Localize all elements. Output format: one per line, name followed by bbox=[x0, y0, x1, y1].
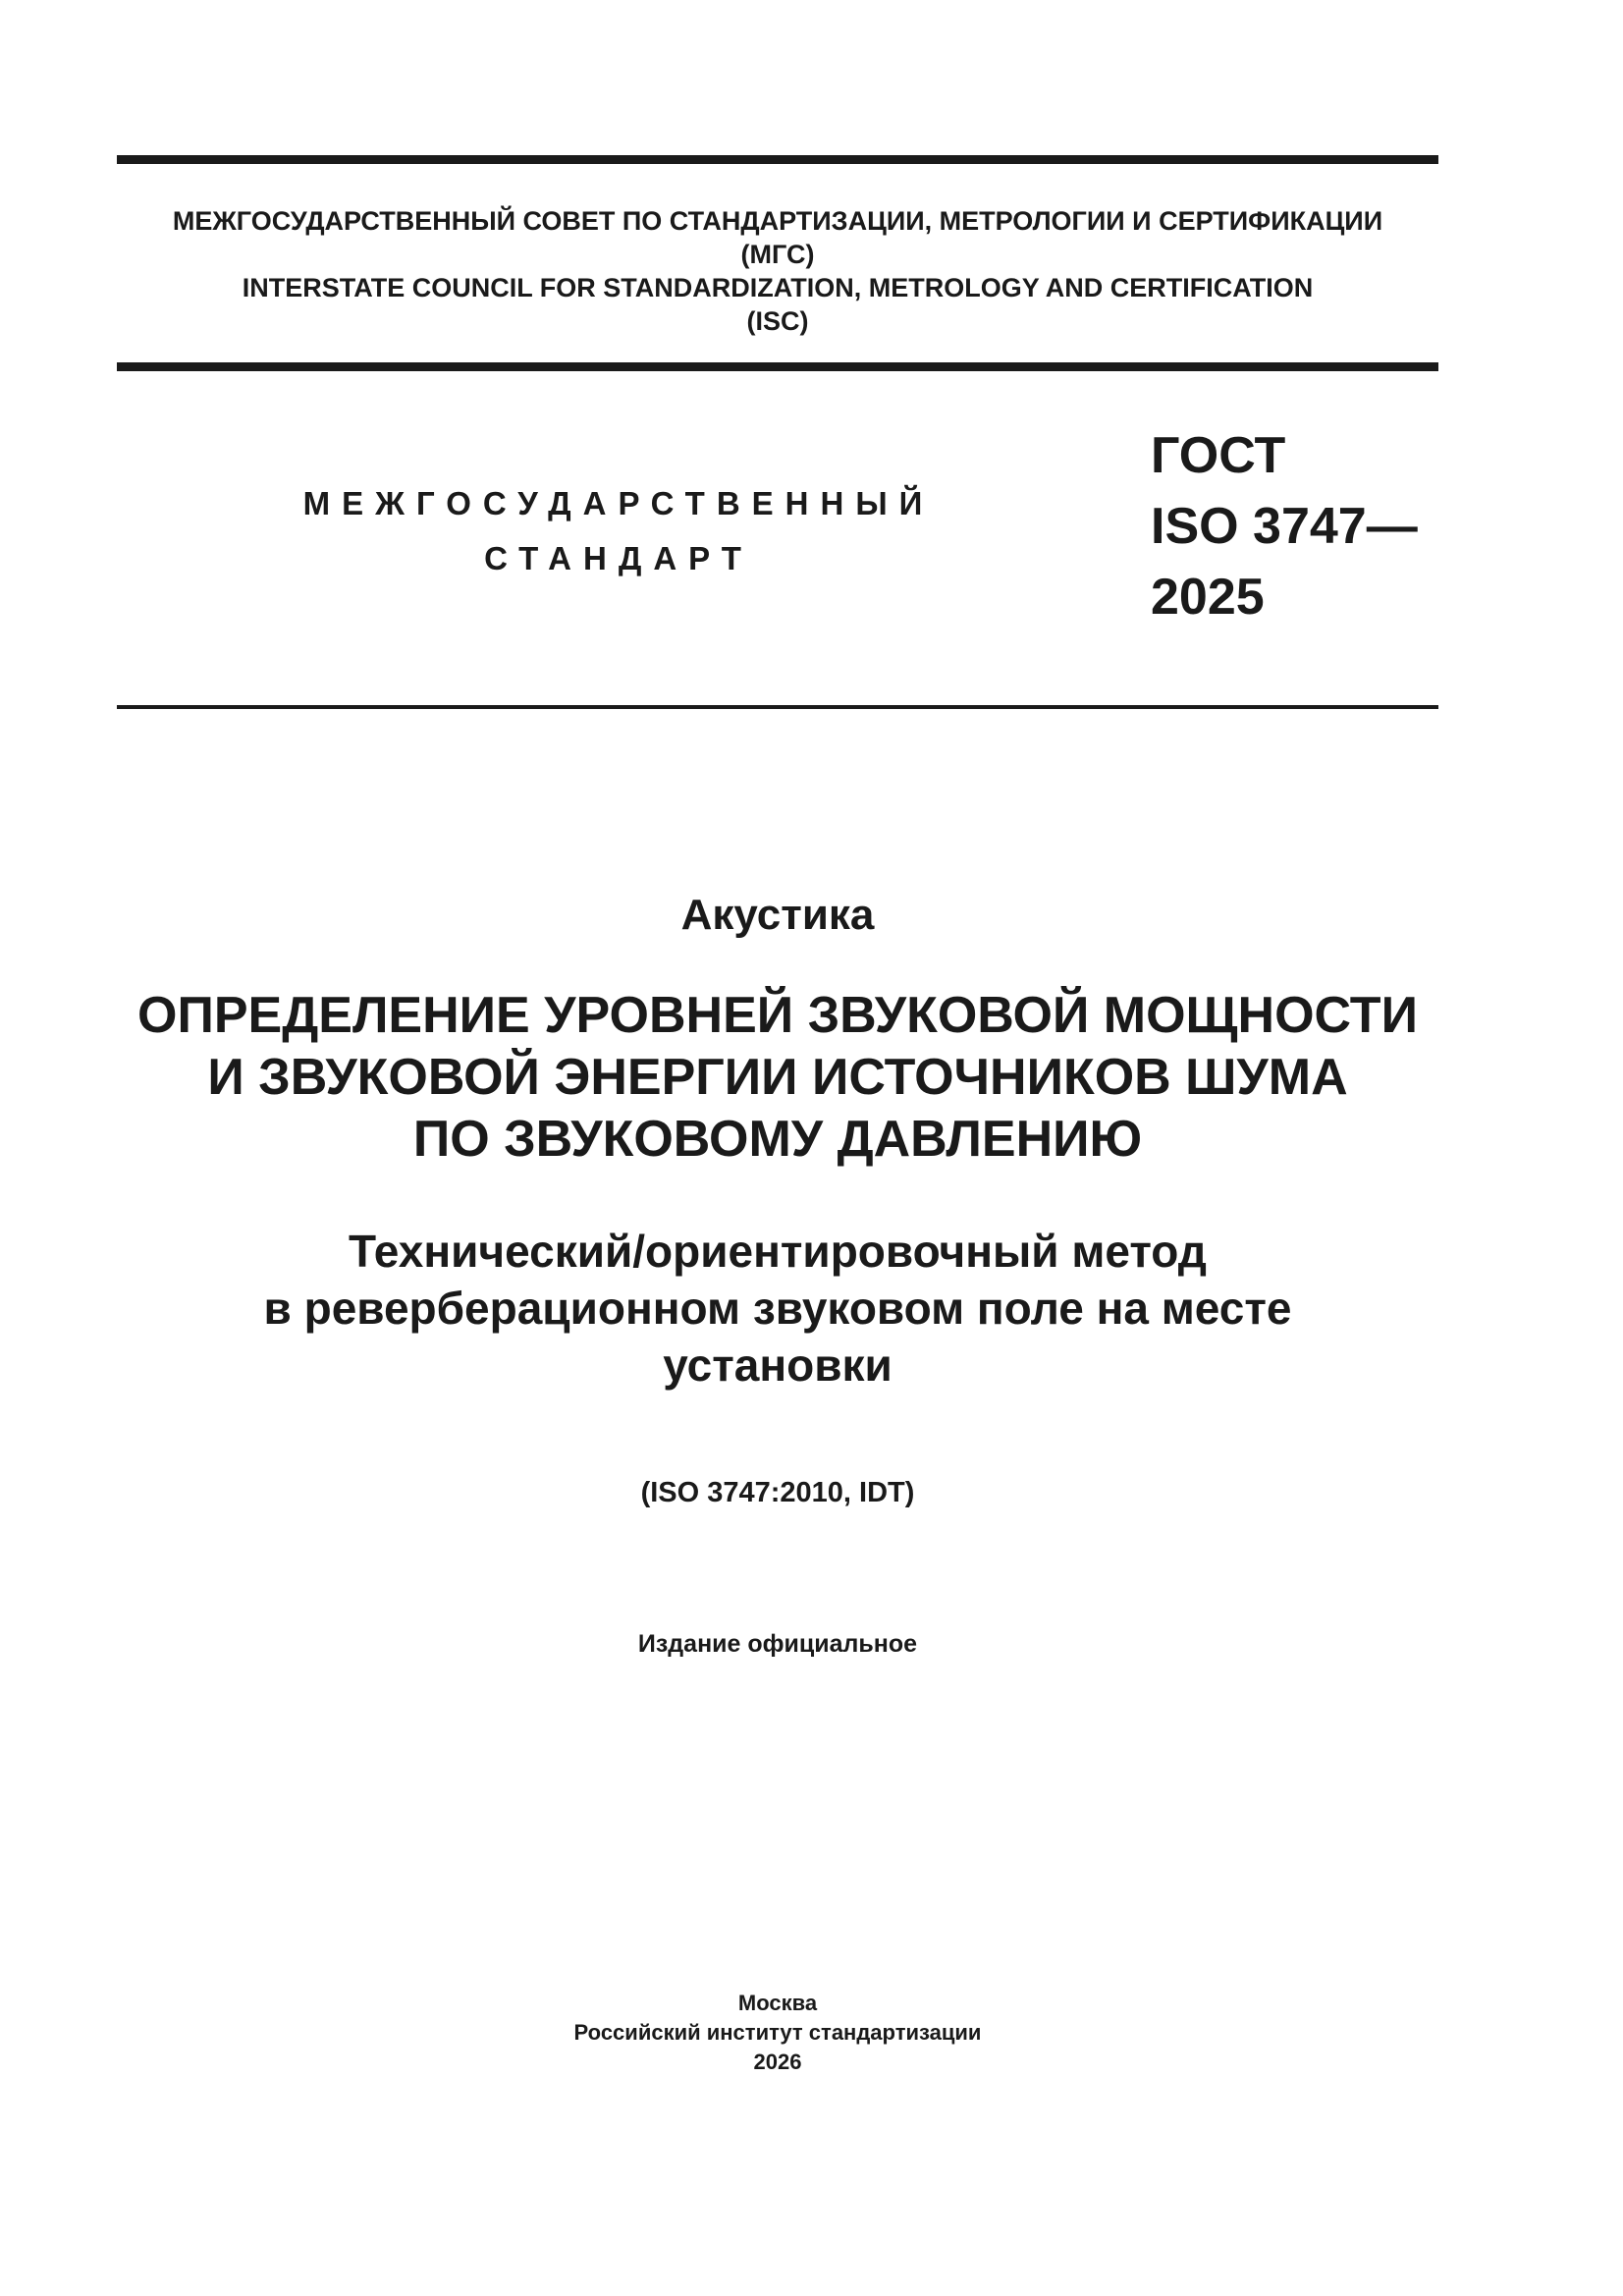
subtitle-line-3: установки bbox=[663, 1339, 893, 1391]
subtitle-line-2: в реверберационном звуковом поле на месте bbox=[263, 1283, 1292, 1334]
top-rule bbox=[117, 155, 1438, 164]
title-line-2: И ЗВУКОВОЙ ЭНЕРГИИ ИСТОЧНИКОВ ШУМА bbox=[207, 1049, 1348, 1106]
publisher-city: Москва bbox=[737, 1991, 818, 2015]
council-name-ru: МЕЖГОСУДАРСТВЕННЫЙ СОВЕТ ПО СТАНДАРТИЗАЦИИ, МЕТРОЛОГИИ И СЕРТИФИКАЦИИ bbox=[172, 206, 1383, 236]
designation-line-1: ГОСТ bbox=[1151, 427, 1286, 484]
council-abbr-en: (ISC) bbox=[746, 306, 809, 336]
header-bottom-rule bbox=[117, 362, 1438, 371]
designation-line-3: 2025 bbox=[1151, 569, 1265, 626]
topic-heading: Акустика bbox=[680, 891, 875, 939]
document-title bbox=[117, 985, 1438, 1171]
council-abbr-ru: (МГС) bbox=[740, 240, 815, 269]
iso-reference: (ISO 3747:2010, IDT) bbox=[640, 1477, 915, 1508]
standard-type bbox=[295, 476, 943, 586]
standard-type-line-1: МЕЖГОСУДАРСТВЕННЫЙ bbox=[302, 485, 935, 521]
subtitle-line-1: Технический/ориентировочный метод bbox=[349, 1226, 1207, 1277]
title-line-1: ОПРЕДЕЛЕНИЕ УРОВНЕЙ ЗВУКОВОЙ МОЩНОСТИ bbox=[137, 987, 1418, 1044]
document-subtitle bbox=[117, 1223, 1438, 1394]
publisher-block bbox=[117, 1989, 1438, 2077]
publisher-name: Российский институт стандартизации bbox=[573, 2020, 982, 2045]
edition-label: Издание официальное bbox=[637, 1630, 918, 1658]
council-name-en: INTERSTATE COUNCIL FOR STANDARDIZATION, METROLOGY AND CERTIFICATION bbox=[242, 273, 1314, 302]
designation-rule bbox=[117, 705, 1438, 709]
title-line-3: ПО ЗВУКОВОМУ ДАВЛЕНИЮ bbox=[412, 1111, 1143, 1168]
publisher-year: 2026 bbox=[753, 2050, 802, 2074]
standard-type-line-2: СТАНДАРТ bbox=[484, 540, 753, 576]
standard-designation bbox=[1151, 420, 1418, 632]
council-header bbox=[117, 204, 1438, 338]
designation-line-2: ISO 3747— bbox=[1151, 498, 1418, 555]
